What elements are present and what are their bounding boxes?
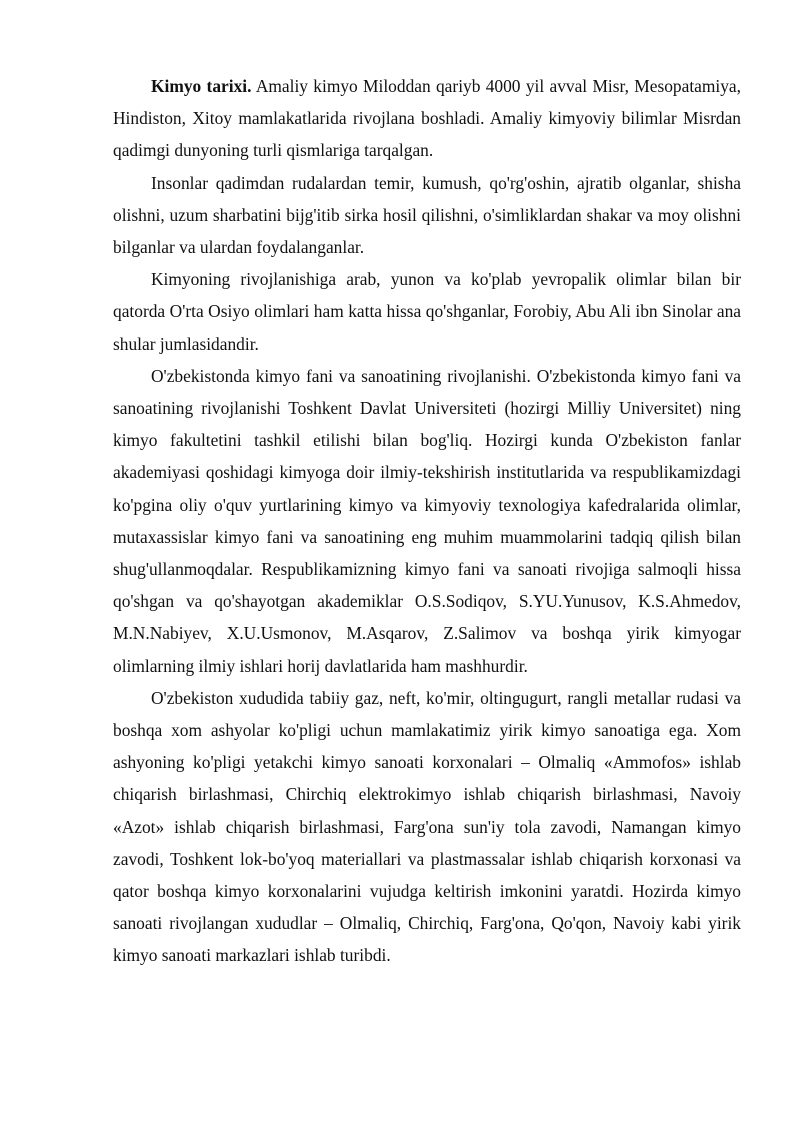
- paragraph-scholars: Kimyoning rivojlanishiga arab, yunon va ko'plab yevropalik olimlar bilan bir qatorda O'rta Osiyo olimlari ham katta hissa qo'shganlar, Forobiy, Abu Ali ibn Sinolar ana shular jumlasidandir.: [113, 269, 741, 354]
- paragraph-uzbekistan-science: O'zbekistonda kimyo fani va sanoatining rivojlanishi. O'zbekistonda kimyo fani va sanoatining rivojlanishi Toshkent Davlat Universiteti (hozirgi Milliy Universitet) ning kimyo fakultetini tashkil etilishi bilan bog'liq. Hozirgi kunda O'zbekiston fanlar akademiyasi qoshidagi kimyoga doir ilmiy-tekshirish institutlarida va respublikamizdagi ko'pgina oliy o'quv yurtlarining kimyo va kimyoviy texnologiya kafedralarida olimlar, mutaxassislar kimyo fani va sanoatining eng muhim muammolarini tadqiq qilish bilan shug'ullanmoqdalar. Respublikamizning kimyo fani va sanoati rivojiga salmoqli hissa qo'shgan va qo'shayotgan akademiklar O.S.Sodiqov, S.YU.Yunusov, K.S.Ahmedov, M.N.Nabiyev, X.U.Usmonov, M.Asqarov, Z.Salimov va boshqa yirik kimyogar olimlarning ilmiy ishlari horij davlatlarida ham mashhurdir.: [113, 365, 741, 676]
- paragraph-text: Amaliy kimyo Miloddan qariyb 4000 yil avval Misr, Mesopatamiya, Hindiston, Xitoy mamlakatlarida rivojlana boshladi. Amaliy kimyoviy bilimlar Misrdan qadimgi dunyoning turli qismlariga tarqalgan.: [113, 76, 741, 161]
- section-heading-kimyo-tarixi: Kimyo tarixi.: [151, 76, 252, 96]
- paragraph-ancient-knowledge: Insonlar qadimdan rudalardan temir, kumush, qo'rg'oshin, ajratib olganlar, shisha olishni, uzum sharbatini bijg'itib sirka hosil qilishni, o'simliklardan shakar va moy olishni bilganlar va ulardan foydalanganlar.: [113, 172, 741, 258]
- document-page: [113, 70, 741, 972]
- paragraph-uzbekistan-industry: O'zbekiston xududida tabiiy gaz, neft, ko'mir, oltingugurt, rangli metallar rudasi va boshqa xom ashyolar ko'pligi uchun mamlakatimiz yirik kimyo sanoatiga ega. Xom ashyoning ko'pligi yetakchi kimyo sanoati korxonalari – Olmaliq «Ammofos» ishlab chiqarish birlashmasi, Chirchiq elektrokimyo ishlab chiqarish birlashmasi, Navoiy «Azot» ishlab chiqarish birlashmasi, Farg'ona sun'iy tola zavodi, Namangan kimyo zavodi, Toshkent lok-bo'yoq materiallari va plastmassalar ishlab chiqarish korxonasi va qator boshqa kimyo korxonalarini vujudga keltirish imkonini yaratdi. Hozirda kimyo sanoati rivojlangan xududlar – Olmaliq, Chirchiq, Farg'ona, Qo'qon, Navoiy kabi yirik kimyo sanoati markazlari ishlab turibdi.: [113, 687, 741, 966]
- paragraph-history: [113, 70, 741, 167]
